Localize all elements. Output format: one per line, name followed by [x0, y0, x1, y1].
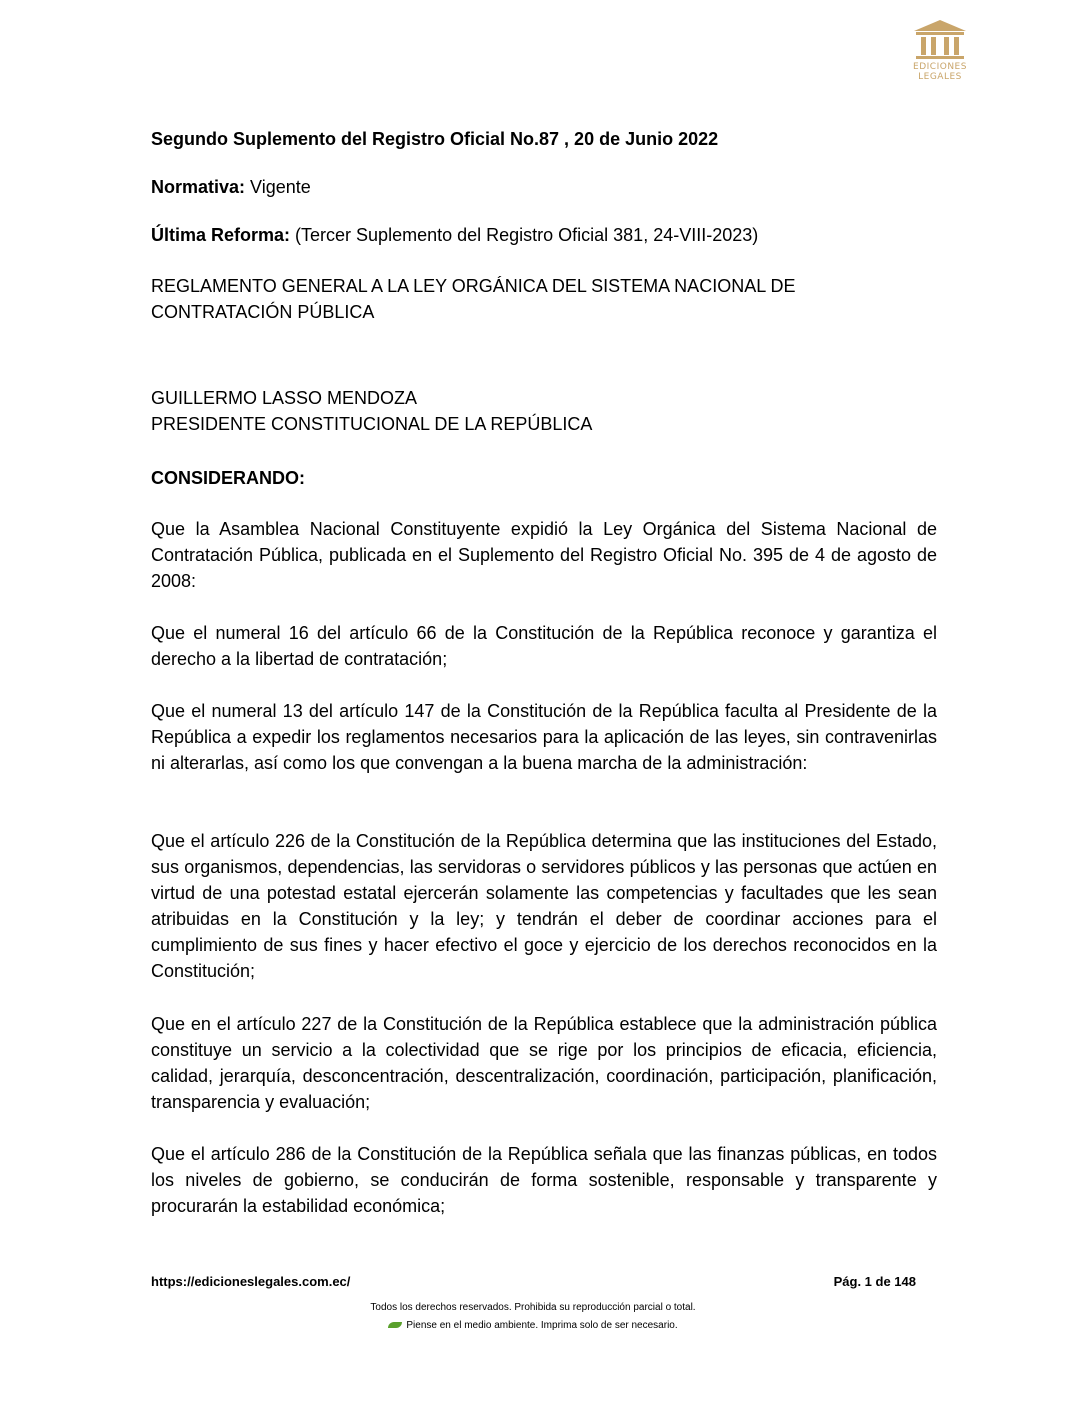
paragraph: Que el artículo 226 de la Constitución de la República determina que las instituciones del Estado, sus organismos, dependencias, las servidoras o servidores públicos y las personas que actúen en virtud de una potestad estatal ejercerán solamente las competencias y facultades que les sean atribuidas en la Constitución y la ley; y tendrán el deber de coordinar acciones para el cumplimiento de sus fines y hacer efectivo el goce y ejercicio de los derechos reconocidos en la Constitución; — [151, 831, 937, 981]
paragraph: Que el numeral 16 del artículo 66 de la Constitución de la República reconoce y garantiza el derecho a la libertad de contratación; — [151, 623, 937, 669]
paragraph: Que la Asamblea Nacional Constituyente expidió la Ley Orgánica del Sistema Nacional de Contratación Pública, publicada en el Suplemento del Registro Oficial No. 395 de 4 de agosto de 2008: — [151, 519, 937, 591]
paragraph: Que el numeral 13 del artículo 147 de la Constitución de la República faculta al Presidente de la República a expedir los reglamentos necesarios para la aplicación de las leyes, sin contravenirlas ni alterarlas, así como los que convengan a la buena marcha de la administración: — [151, 701, 937, 773]
footer-url[interactable]: https://edicioneslegales.com.ec/ — [151, 1274, 351, 1289]
signer-name: GUILLERMO LASSO MENDOZA — [151, 388, 418, 408]
reforma-value: (Tercer Suplemento del Registro Oficial 381, 24-VIII-2023) — [290, 225, 759, 245]
document-title: Segundo Suplemento del Registro Oficial No.87 , 20 de Junio 2022 — [151, 129, 719, 149]
logo-text-line2: LEGALES — [918, 72, 962, 82]
environment-text: Piense en el medio ambiente. Imprima solo de ser necesario. — [406, 1320, 678, 1331]
columns-building-icon — [912, 18, 968, 62]
paragraph: Que el artículo 286 de la Constitución de la República señala que las finanzas públicas, en todos los niveles de gobierno, se conducirán de forma sostenible, responsable y transparente y procurarán la estabilidad económica; — [151, 1144, 937, 1216]
page-number: Pág. 1 de 148 — [833, 1274, 916, 1289]
leaf-icon — [388, 1322, 402, 1328]
normativa-label: Normativa: — [151, 177, 246, 197]
publisher-logo — [905, 18, 975, 82]
paragraph: Que en el artículo 227 de la Constitución de la República establece que la administración pública constituye un servicio a la colectividad que se rige por los principios de eficacia, eficiencia, calidad, jerarquía, desconcentración, descentralización, coordinación, participación, planificación, transparencia y evaluación; — [151, 1014, 937, 1112]
signer-title: PRESIDENTE CONSTITUCIONAL DE LA REPÚBLICA — [151, 414, 593, 434]
considerando-heading: CONSIDERANDO: — [151, 468, 306, 488]
environment-notice — [0, 1320, 1066, 1332]
normativa-line — [151, 174, 937, 200]
normativa-value: Vigente — [245, 177, 311, 197]
reforma-label: Última Reforma: — [151, 225, 291, 245]
regulation-heading: REGLAMENTO GENERAL A LA LEY ORGÁNICA DEL SISTEMA NACIONAL DE CONTRATACIÓN PÚBLICA — [151, 276, 796, 322]
logo-text-line1: EDICIONES — [913, 62, 967, 72]
reforma-line — [151, 222, 937, 248]
rights-notice: Todos los derechos reservados. Prohibida su reproducción parcial o total. — [370, 1302, 696, 1313]
